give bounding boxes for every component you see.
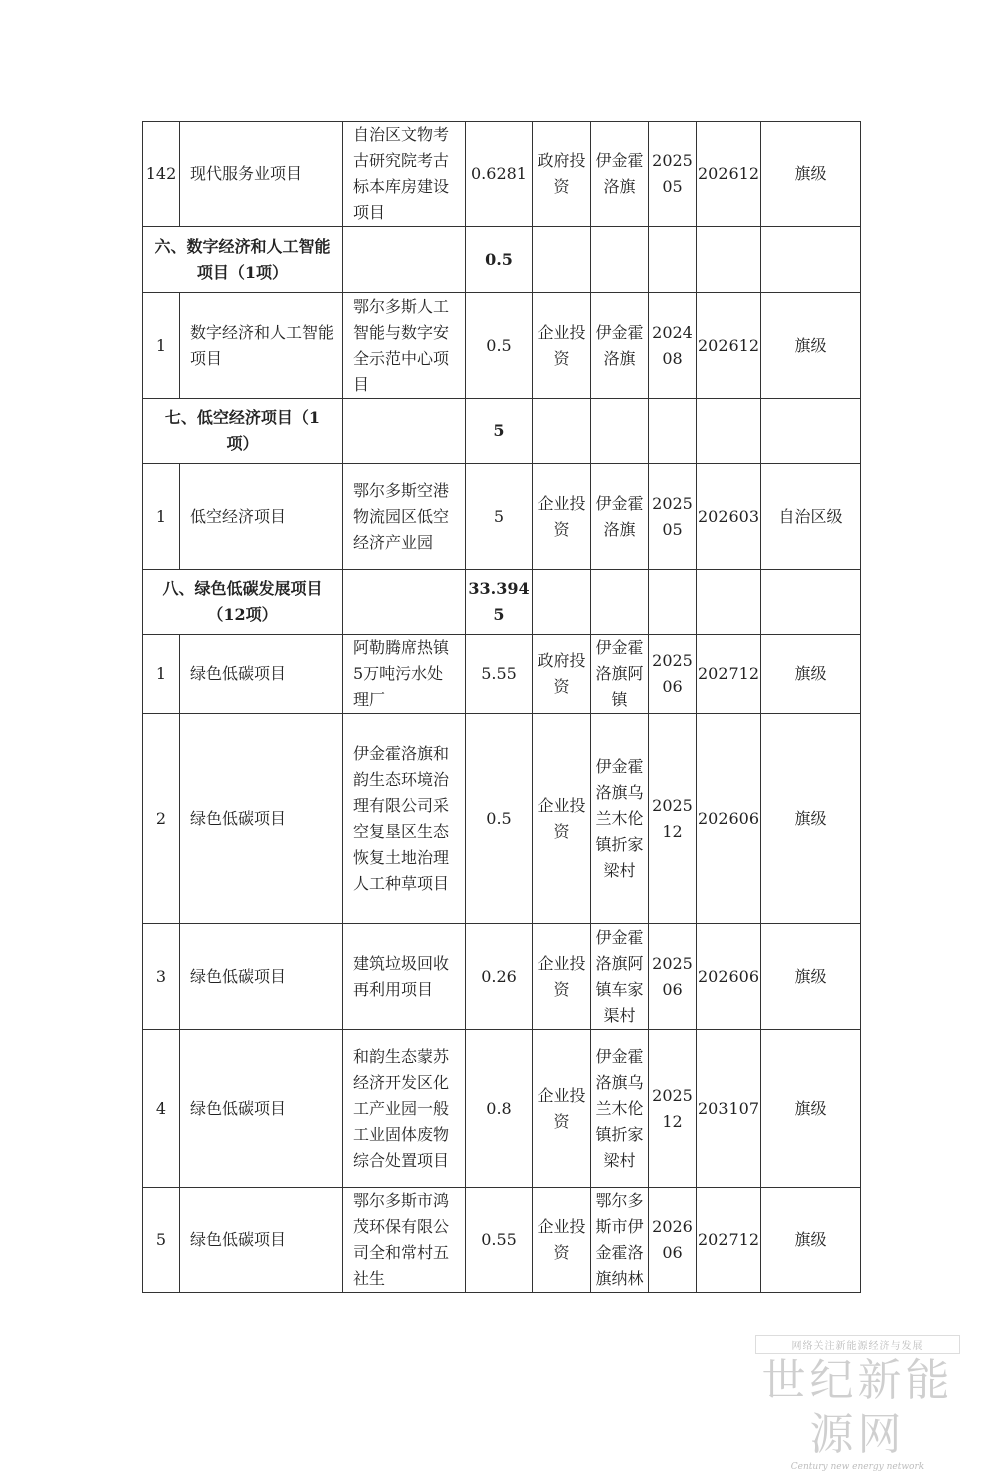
location: 伊金霍洛旗阿镇: [591, 635, 649, 714]
investment-type: 政府投资: [533, 122, 591, 227]
end-date: 202606: [697, 924, 761, 1030]
project-level: 旗级: [761, 1030, 861, 1188]
table-row: [143, 1030, 861, 1188]
end-date: 202603: [697, 464, 761, 570]
project-name: 建筑垃圾回收再利用项目: [343, 924, 466, 1030]
category-name: 低空经济项目: [180, 464, 343, 570]
investment-type: 政府投资: [533, 635, 591, 714]
category-name: 现代服务业项目: [180, 122, 343, 227]
project-name: 鄂尔多斯市鸿茂环保有限公司全和常村五社生: [343, 1188, 466, 1293]
row-number: 1: [143, 635, 180, 714]
end-date: 202612: [697, 293, 761, 399]
section-amount: 5: [466, 399, 533, 464]
table-row: [143, 464, 861, 570]
section-row: [143, 399, 861, 464]
investment-type: 企业投资: [533, 1188, 591, 1293]
table-row: [143, 122, 861, 227]
start-date: 202512: [649, 714, 697, 924]
investment-amount: 0.6281: [466, 122, 533, 227]
section-row: [143, 227, 861, 293]
category-name: 绿色低碳项目: [180, 1188, 343, 1293]
project-level: 旗级: [761, 924, 861, 1030]
category-name: 数字经济和人工智能项目: [180, 293, 343, 399]
investment-type: 企业投资: [533, 714, 591, 924]
table-row: [143, 714, 861, 924]
investment-amount: 0.55: [466, 1188, 533, 1293]
start-date: 202506: [649, 924, 697, 1030]
location: 伊金霍洛旗乌兰木伦镇折家梁村: [591, 714, 649, 924]
section-amount: 33.3945: [466, 570, 533, 635]
row-number: 1: [143, 464, 180, 570]
investment-amount: 0.5: [466, 714, 533, 924]
investment-amount: 5: [466, 464, 533, 570]
section-amount: 0.5: [466, 227, 533, 293]
start-date: 202505: [649, 464, 697, 570]
start-date: 202408: [649, 293, 697, 399]
section-title: 七、低空经济项目（1项）: [143, 399, 343, 464]
table-row: [143, 293, 861, 399]
project-level: 旗级: [761, 1188, 861, 1293]
location: 伊金霍洛旗: [591, 122, 649, 227]
row-number: 1: [143, 293, 180, 399]
project-table: [142, 121, 861, 1293]
row-number: 3: [143, 924, 180, 1030]
investment-amount: 0.26: [466, 924, 533, 1030]
start-date: 202512: [649, 1030, 697, 1188]
project-name: 伊金霍洛旗和韵生态环境治理有限公司采空复垦区生态恢复土地治理人工种草项目: [343, 714, 466, 924]
location: 伊金霍洛旗: [591, 293, 649, 399]
investment-amount: 0.5: [466, 293, 533, 399]
start-date: 202506: [649, 635, 697, 714]
table-row: [143, 1188, 861, 1293]
location: 伊金霍洛旗乌兰木伦镇折家梁村: [591, 1030, 649, 1188]
project-name: 和韵生态蒙苏经济开发区化工产业园一般工业固体废物综合处置项目: [343, 1030, 466, 1188]
project-level: 自治区级: [761, 464, 861, 570]
section-title: 六、数字经济和人工智能项目（1项）: [143, 227, 343, 293]
watermark-brand: 世纪新能源网: [761, 1355, 954, 1460]
project-level: 旗级: [761, 635, 861, 714]
category-name: 绿色低碳项目: [180, 924, 343, 1030]
section-row: [143, 570, 861, 635]
location: 伊金霍洛旗: [591, 464, 649, 570]
investment-amount: 5.55: [466, 635, 533, 714]
location: 鄂尔多斯市伊金霍洛旗纳林: [591, 1188, 649, 1293]
project-level: 旗级: [761, 122, 861, 227]
section-title: 八、绿色低碳发展项目（12项）: [143, 570, 343, 635]
investment-type: 企业投资: [533, 924, 591, 1030]
project-level: 旗级: [761, 714, 861, 924]
end-date: 202606: [697, 714, 761, 924]
row-number: 2: [143, 714, 180, 924]
project-name: 鄂尔多斯人工智能与数字安全示范中心项目: [343, 293, 466, 399]
project-name: 自治区文物考古研究院考古标本库房建设项目: [343, 122, 466, 227]
investment-type: 企业投资: [533, 1030, 591, 1188]
end-date: 203107: [697, 1030, 761, 1188]
project-level: 旗级: [761, 293, 861, 399]
start-date: 202505: [649, 122, 697, 227]
end-date: 202712: [697, 635, 761, 714]
category-name: 绿色低碳项目: [180, 714, 343, 924]
row-number: 4: [143, 1030, 180, 1188]
watermark-tagline: 网络关注新能源经济与发展: [755, 1335, 960, 1354]
row-number: 5: [143, 1188, 180, 1293]
location: 伊金霍洛旗阿镇车家渠村: [591, 924, 649, 1030]
table-row: [143, 924, 861, 1030]
category-name: 绿色低碳项目: [180, 635, 343, 714]
project-name: 阿勒腾席热镇5万吨污水处理厂: [343, 635, 466, 714]
row-number: 142: [143, 122, 180, 227]
end-date: 202612: [697, 122, 761, 227]
watermark-logo: [755, 1335, 960, 1472]
end-date: 202712: [697, 1188, 761, 1293]
project-name: 鄂尔多斯空港物流园区低空经济产业园: [343, 464, 466, 570]
investment-type: 企业投资: [533, 464, 591, 570]
investment-type: 企业投资: [533, 293, 591, 399]
category-name: 绿色低碳项目: [180, 1030, 343, 1188]
table-row: [143, 635, 861, 714]
investment-amount: 0.8: [466, 1030, 533, 1188]
watermark-english: Century new energy network: [790, 1462, 925, 1472]
start-date: 202606: [649, 1188, 697, 1293]
